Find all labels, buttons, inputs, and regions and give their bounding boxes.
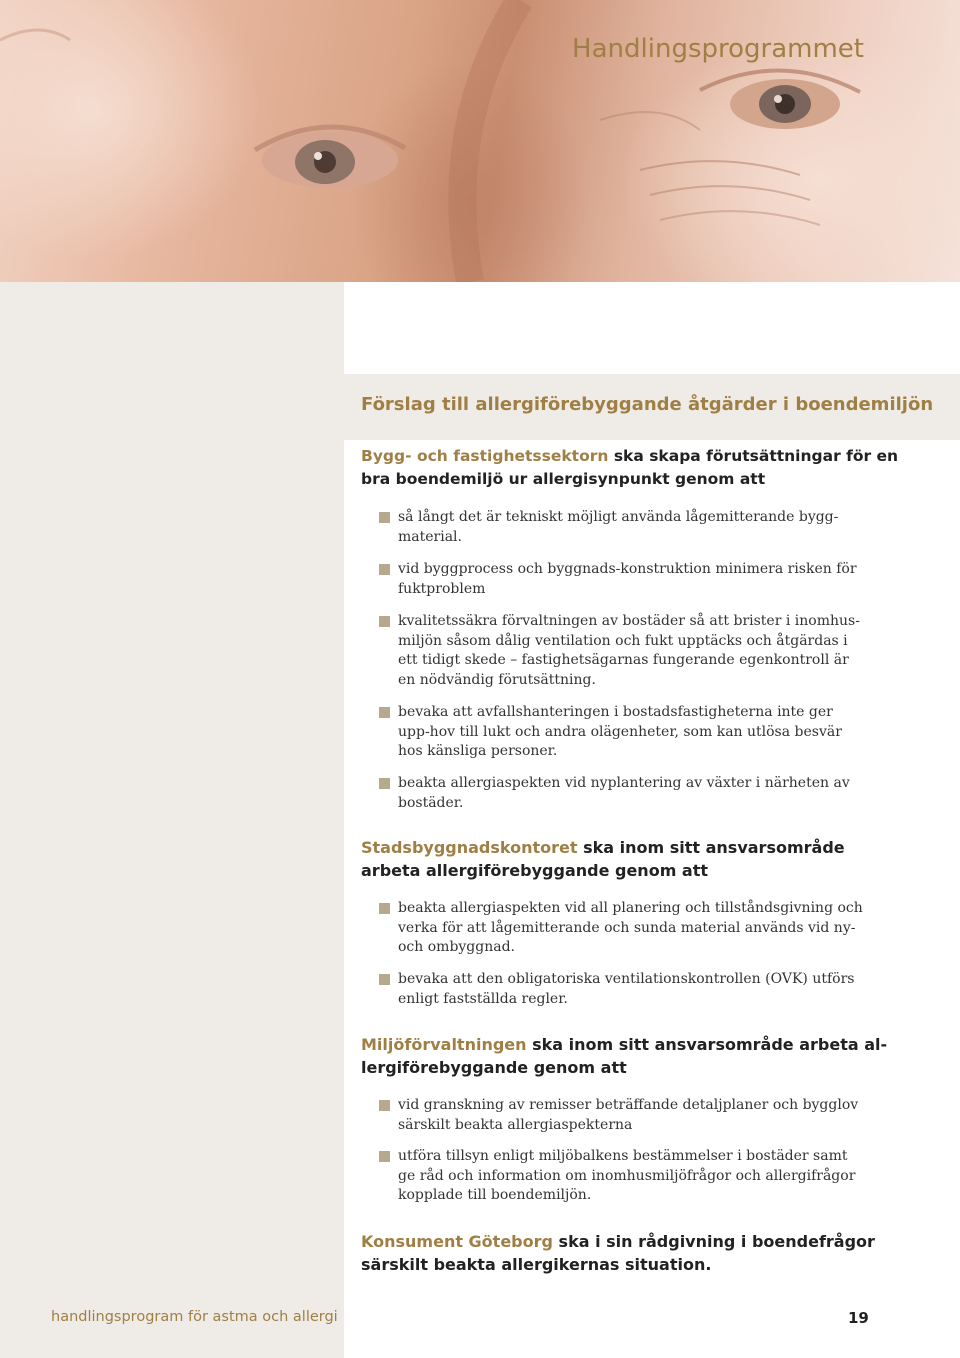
page-number: 19 xyxy=(848,1309,869,1327)
group-org-stadsbyggnad: Stadsbyggnadskontoret xyxy=(361,838,578,857)
group-rest-bygg: ska skapa förutsättningar för en bra boendemiljö ur allergisynpunkt genom att xyxy=(361,447,899,488)
white-block xyxy=(344,282,960,374)
bullet-square-icon xyxy=(379,1100,390,1111)
bullet-square-icon xyxy=(379,564,390,575)
section-heading: Förslag till allergiförebyggande åtgärder i boendemiljön xyxy=(361,394,934,415)
list-item: beakta allergiaspekten vid all planering och tillståndsgivning och verka för att lågemitterande och sunda material används vid ny- och ombyggnad. xyxy=(379,899,865,958)
bullet-square-icon xyxy=(379,1151,390,1162)
list-item: vid granskning av remisser beträffande detaljplaner och bygglov särskilt beakta allergiaspekterna xyxy=(379,1096,865,1135)
list-item: beakta allergiaspekten vid nyplantering av växter i närheten av bostäder. xyxy=(379,774,865,813)
list-item: så långt det är tekniskt möjligt använda lågemitterande bygg-material. xyxy=(379,508,865,547)
group-rest-konsument: ska i sin rådgivning i boendefrågor särskilt beakta allergikernas situation. xyxy=(361,1232,875,1274)
bullet-square-icon xyxy=(379,778,390,789)
list-item: utföra tillsyn enligt miljöbalkens bestämmelser i bostäder samt ge råd och information om inomhusmiljöfrågor och allergifrågor kopplade till boendemiljön. xyxy=(379,1147,865,1206)
group-lead-stadsbyggnad xyxy=(361,836,901,882)
bullet-square-icon xyxy=(379,512,390,523)
footer-text: handlingsprogram för astma och allergi xyxy=(51,1309,338,1325)
list-item: vid byggprocess och byggnads-konstruktion minimera risken för fuktproblem xyxy=(379,560,865,599)
bullet-square-icon xyxy=(379,707,390,718)
group-org-miljo: Miljöförvaltningen xyxy=(361,1035,527,1054)
list-item: bevaka att avfallshanteringen i bostadsfastigheterna inte ger upp-hov till lukt och andra olägenheter, som kan utlösa besvär hos känsliga personer. xyxy=(379,703,865,762)
list-item: kvalitetssäkra förvaltningen av bostäder så att brister i inomhus-miljön såsom dålig ventilation och fukt upptäcks och åtgärdas i ett tidigt skede – fastighetsägarnas fungerande egenkontroll är en nödvändig förutsättning. xyxy=(379,612,865,690)
bullet-square-icon xyxy=(379,903,390,914)
list-item: bevaka att den obligatoriska ventilationskontrollen (OVK) utförs enligt fastställda regler. xyxy=(379,970,865,1009)
bullet-square-icon xyxy=(379,616,390,627)
group-lead-miljo xyxy=(361,1033,901,1079)
group-org-bygg: Bygg- och fastighetssektorn xyxy=(361,447,609,465)
bullet-square-icon xyxy=(379,974,390,985)
page-title: Handlingsprogrammet xyxy=(572,34,864,64)
group-lead-bygg xyxy=(361,445,901,491)
group-rest-stadsbyggnad: ska inom sitt ansvarsområde arbeta allergiförebyggande genom att xyxy=(361,838,845,880)
group-lead-konsument xyxy=(361,1230,901,1276)
group-rest-miljo: ska inom sitt ansvarsområde arbeta al-lergiförebyggande genom att xyxy=(361,1035,888,1077)
left-margin-band xyxy=(0,282,344,1358)
group-org-konsument: Konsument Göteborg xyxy=(361,1232,553,1251)
